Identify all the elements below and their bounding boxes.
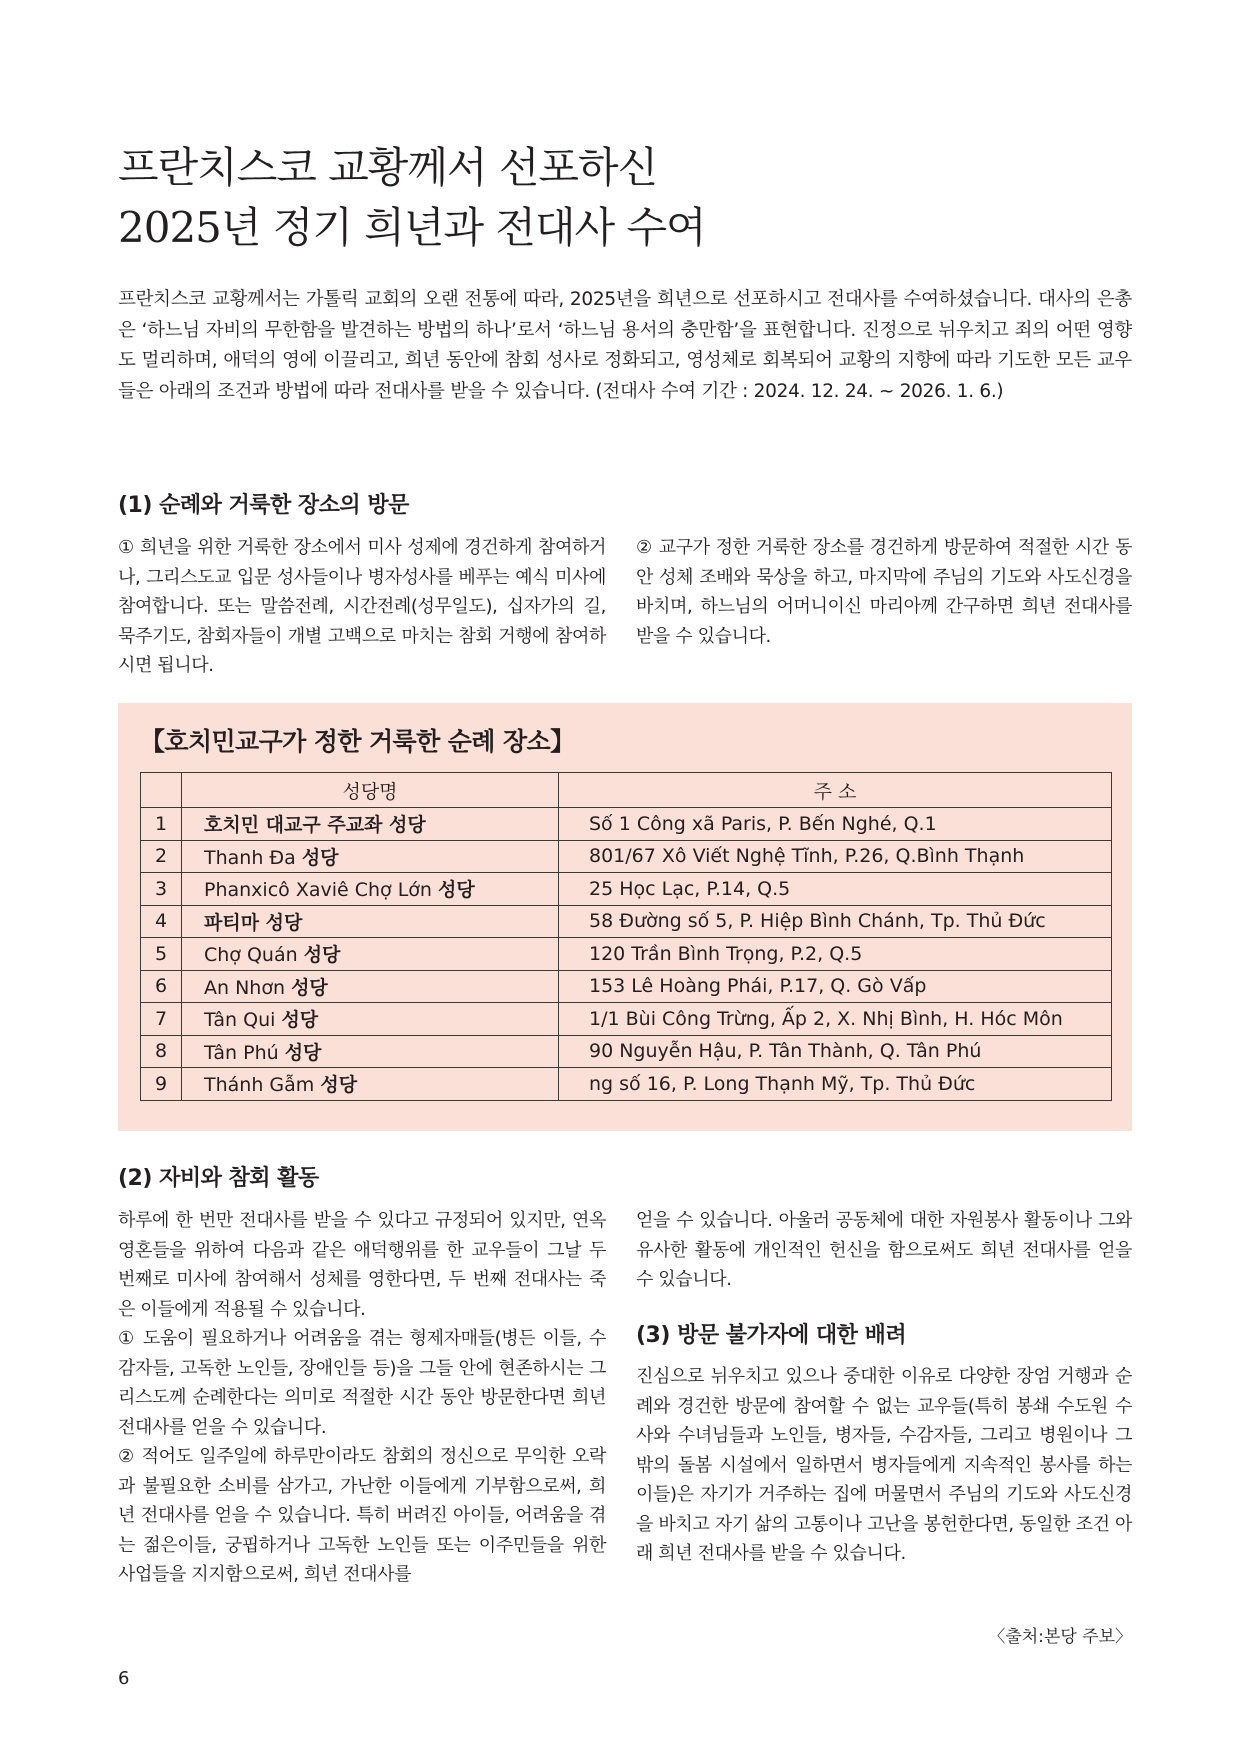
table-row (141, 905, 1112, 938)
church-suffix: 성당 (438, 879, 475, 902)
church-suffix: 성당 (291, 976, 328, 999)
church-name (182, 1068, 559, 1101)
section2-right-text: 얻을 수 있습니다. 아울러 공동체에 대한 자원봉사 활동이나 그와 유사한 활동에 개인적인 헌신을 함으로써도 희년 전대사를 얻을 수 있습니다. (636, 1210, 1132, 1290)
table-row (141, 938, 1112, 971)
table-row (141, 1003, 1112, 1036)
church-name (182, 1035, 559, 1068)
header-address: 주 소 (559, 773, 1112, 808)
table-row (141, 1035, 1112, 1068)
church-suffix: 성당 (281, 1009, 319, 1032)
church-name-text: Thánh Gẫm (204, 1074, 315, 1097)
header-church-name: 성당명 (182, 773, 559, 808)
title-line-1: 프란치스코 교황께서 선포하신 (118, 143, 658, 192)
section2-intro-text: 하루에 한 번만 전대사를 받을 수 있다고 규정되어 있지만, 연옥 영혼들을 위하여 다음과 같은 애덕행위를 한 교우들이 그날 두 번째로 미사에 참여해서 성체를 영한다면, 두 번째 전대사는 죽은 이들에게 적용될 수 있습니다. (118, 1210, 606, 1320)
church-address: 90 Nguyễn Hậu, P. Tân Thành, Q. Tân Phú (559, 1035, 1112, 1068)
section3-heading: (3) 방문 불가자에 대한 배려 (636, 1323, 907, 1348)
title-line-2: 2025년 정기 희년과 전대사 수여 (118, 203, 706, 252)
row-number: 9 (141, 1068, 182, 1101)
table-header-row (141, 773, 1112, 808)
page-number: 6 (118, 1668, 130, 1689)
section2-heading: (2) 자비와 참회 활동 (118, 1166, 319, 1191)
row-number: 2 (141, 840, 182, 873)
church-name-text: Thanh Đa (204, 846, 296, 869)
church-name (182, 905, 559, 938)
church-name (182, 970, 559, 1003)
pilgrimage-places-title: 【호치민교구가 정한 거룩한 순례 장소】 (140, 727, 575, 756)
source-credit: 〈출처:본당 주보〉 (988, 1627, 1132, 1647)
section3-text: 진심으로 뉘우치고 있으나 중대한 이유로 다양한 장엄 거행과 순례와 경건한 방문에 참여할 수 없는 교우들(특히 봉쇄 수도원 수사와 수녀님들과 노인들, 병자들, 수감자들, 그리고 병원이나 그 밖의 돌봄 시설에서 일하면서 병자들에게 지속적인 봉사를 하는 이들)은 자기가 거주하는 집에 머물면서 주님의 기도와 사도신경을 바치고 자기 삶의 고통이나 고난을 봉헌한다면, 동일한 조건 아래 희년 전대사를 받을 수 있습니다. (636, 1366, 1132, 1564)
church-name (182, 938, 559, 971)
row-number: 3 (141, 873, 182, 906)
table-row (141, 873, 1112, 906)
row-number: 4 (141, 905, 182, 938)
row-number: 7 (141, 1003, 182, 1036)
church-address: 153 Lê Hoàng Phái, P.17, Q. Gò Vấp (559, 970, 1112, 1003)
intro-paragraph: 프란치스코 교황께서는 가톨릭 교회의 오랜 전통에 따라, 2025년을 희년으로 선포하시고 전대사를 수여하셨습니다. 대사의 은총은 ‘하느님 자비의 무한함을 발견하는 방법의 하나’로서 ‘하느님 용서의 충만함’을 표현합니다. 진정으로 뉘우치고 죄의 어떤 영향도 멀리하며, 애덕의 영에 이끌리고, 희년 동안에 참회 성사로 정화되고, 영성체로 회복되어 교황의 지향에 따라 기도한 모든 교우들은 아래의 조건과 방법에 따라 전대사를 받을 수 있습니다. (전대사 수여 기간 : 2024. 12. 24. ~ 2026. 1. 6.) (118, 289, 1132, 402)
church-name (182, 1003, 559, 1036)
table-row (141, 1068, 1112, 1101)
church-name-text: Tân Phú (204, 1041, 279, 1064)
table-row (141, 808, 1112, 841)
church-name-text: Chợ Quán (204, 944, 298, 967)
church-suffix: 성당 (284, 1041, 322, 1064)
church-name (182, 873, 559, 906)
church-address: 120 Trần Bình Trọng, P.2, Q.5 (559, 938, 1112, 971)
pilgrimage-places-table (140, 772, 1112, 1101)
church-name-text: An Nhơn (204, 976, 286, 999)
table-row (141, 840, 1112, 873)
church-address: 1/1 Bùi Công Trừng, Ấp 2, X. Nhị Bình, H. Hóc Môn (559, 1003, 1112, 1036)
church-name (182, 808, 559, 841)
section1-heading: (1) 순례와 거룩한 장소의 방문 (118, 493, 409, 518)
section2-item-2: ② 적어도 일주일에 하루만이라도 참회의 정신으로 무익한 오락과 불필요한 소비를 삼가고, 가난한 이들에게 기부함으로써, 희년 전대사를 얻을 수 있습니다. 특히 버려진 아이들, 어려움을 겪는 젊은이들, 궁핍하거나 고독한 노인들 또는 이주민들을 위한 사업들을 지지함으로써, 희년 전대사를 (118, 1446, 606, 1585)
church-address: ng số 16, P. Long Thạnh Mỹ, Tp. Thủ Đức (559, 1068, 1112, 1101)
row-number: 8 (141, 1035, 182, 1068)
church-suffix: 성당 (303, 944, 341, 967)
header-number (141, 773, 182, 808)
church-address: 25 Học Lạc, P.14, Q.5 (559, 873, 1112, 906)
page-title (118, 138, 1118, 258)
church-address: 58 Đường số 5, P. Hiệp Bình Chánh, Tp. Thủ Đức (559, 905, 1112, 938)
church-name (182, 840, 559, 873)
church-address: Số 1 Công xã Paris, P. Bến Nghé, Q.1 (559, 808, 1112, 841)
church-suffix: 성당 (320, 1074, 358, 1097)
church-address: 801/67 Xô Viết Nghệ Tĩnh, P.26, Q.Bình Thạnh (559, 840, 1112, 873)
row-number: 1 (141, 808, 182, 841)
section2-left-column (118, 1206, 606, 1590)
church-suffix: 성당 (301, 846, 339, 869)
church-name-text: Tân Qui (204, 1009, 276, 1032)
church-name-text: 호치민 대교구 주교좌 성당 (204, 814, 426, 837)
church-name-text: 파티마 성당 (204, 911, 303, 934)
row-number: 5 (141, 938, 182, 971)
section1-left-text: ① 희년을 위한 거룩한 장소에서 미사 성제에 경건하게 참여하거나, 그리스도교 입문 성사들이나 병자성사를 베푸는 예식 미사에 참여합니다. 또는 말씀전례, 시간전례(성무일도), 십자가의 길, 묵주기도, 참회자들이 개별 고백으로 마치는 참회 거행에 참여하시면 됩니다. (118, 537, 606, 676)
section1-right-text: ② 교구가 정한 거룩한 장소를 경건하게 방문하여 적절한 시간 동안 성체 조배와 묵상을 하고, 마지막에 주님의 기도와 사도신경을 바치며, 하느님의 어머니이신 마리아께 간구하면 희년 전대사를 받을 수 있습니다. (636, 537, 1132, 647)
section2-item-1: ① 도움이 필요하거나 어려움을 겪는 형제자매들(병든 이들, 수감자들, 고독한 노인들, 장애인들 등)을 그들 안에 현존하시는 그리스도께 순례한다는 의미로 적절한 시간 동안 방문한다면 희년 전대사를 얻을 수 있습니다. (118, 1328, 606, 1438)
church-name-text: Phanxicô Xaviê Chợ Lớn (204, 879, 432, 902)
table-row (141, 970, 1112, 1003)
row-number: 6 (141, 970, 182, 1003)
